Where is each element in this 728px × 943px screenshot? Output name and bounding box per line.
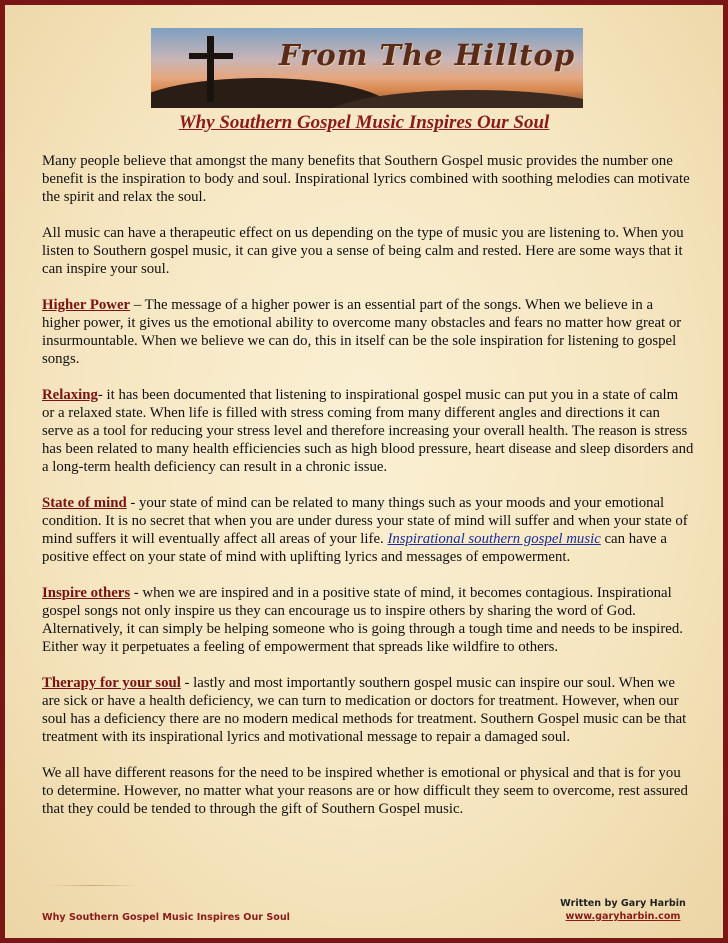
state-of-mind-heading: State of mind [42, 495, 127, 511]
therapy-heading: Therapy for your soul [42, 675, 181, 691]
website-link[interactable]: www.garyharbin.com [565, 911, 681, 922]
higher-power-text: – The message of a higher power is an essential part of the songs. When we believe in a higher power, it gives us the emotional ability to overcome many obstacles and fears no matter how great or insurmountable. When we believe we can do, this in itself can be the sole inspiration for listening to gospel songs. [42, 297, 682, 367]
article-body [42, 152, 694, 836]
banner-title: From The Hilltop [279, 38, 576, 72]
higher-power-heading: Higher Power [42, 297, 131, 313]
inspire-others-heading: Inspire others [42, 585, 131, 601]
closing-paragraph: We all have different reasons for the need to be inspired whether is emotional or physical and that is for you to determine. However, no matter what your reasons are or how difficult they seem to overcome, rest assured that they could be tended to through the gift of Southern Gospel music. [42, 765, 688, 817]
footer-divider [48, 885, 138, 886]
intro-paragraph: Many people believe that amongst the many benefits that Southern Gospel music provides the number one benefit is the inspiration to body and soul. Inspirational lyrics combined with soothing melodies can motivate the spirit and relax the soul. [42, 153, 690, 205]
therapy-text: - lastly and most importantly southern gospel music can inspire our soul. When we are sick or have a health deficiency, we can turn to medication or doctors for treatment. However, when our soul has a deficiency there are no modern medical methods for treatment. Southern Gospel music can be that treatment with its inspirational lyrics and motivational message to repair a damaged soul. [42, 675, 687, 745]
higher-power-paragraph [42, 296, 694, 368]
inspire-others-paragraph [42, 584, 694, 656]
relaxing-text: - it has been documented that listening to inspirational gospel music can put you in a state of calm or a relaxed state. When life is filled with stress coming from many different angles and directions it can serve as a tool for reducing your stress level and therefore increasing your overall health. The reason is stress has been related to many health efficiencies such as high blood pressure, heart disease and sleep disorders and a long-term health deficiency can result in a chronic issue. [42, 387, 694, 475]
article-title: Why Southern Gospel Music Inspires Our Soul [178, 112, 550, 133]
state-of-mind-paragraph [42, 494, 694, 566]
relaxing-heading: Relaxing [42, 387, 98, 403]
therapy-paragraph [42, 674, 694, 746]
therapeutic-paragraph: All music can have a therapeutic effect on us depending on the type of music you are listening to. When you listen to Southern gospel music, it can give you a sense of being calm and rested. Here are some ways that it can inspire your soul. [42, 225, 684, 277]
gospel-music-link[interactable]: Inspirational southern gospel music [387, 531, 601, 547]
state-of-mind-text-after: can have a positive effect on your state of mind with uplifting lyrics and messages of empowerment. [42, 531, 667, 565]
footer-credits [548, 897, 698, 923]
footer-title: Why Southern Gospel Music Inspires Our Soul [42, 912, 290, 923]
inspire-others-text: - when we are inspired and in a positive state of mind, it becomes contagious. Inspirational gospel songs not only inspire us they can encourage us to inspire others by sharing the word of God. Alternatively, it can simply be helping someone who is going through a tough time and needs to be inspired. Either way it perpetuates a feeling of empowerment that spreads like wildfire to others. [42, 585, 683, 655]
relaxing-paragraph [42, 386, 694, 476]
state-of-mind-text: - your state of mind can be related to many things such as your moods and your emotional condition. It is no secret that when you are under duress your state of mind will suffer and when your state of mind suffers it will eventually affect all areas of your life. [42, 495, 688, 547]
header-banner [151, 28, 583, 108]
author-credit: Written by Gary Harbin [560, 898, 686, 909]
